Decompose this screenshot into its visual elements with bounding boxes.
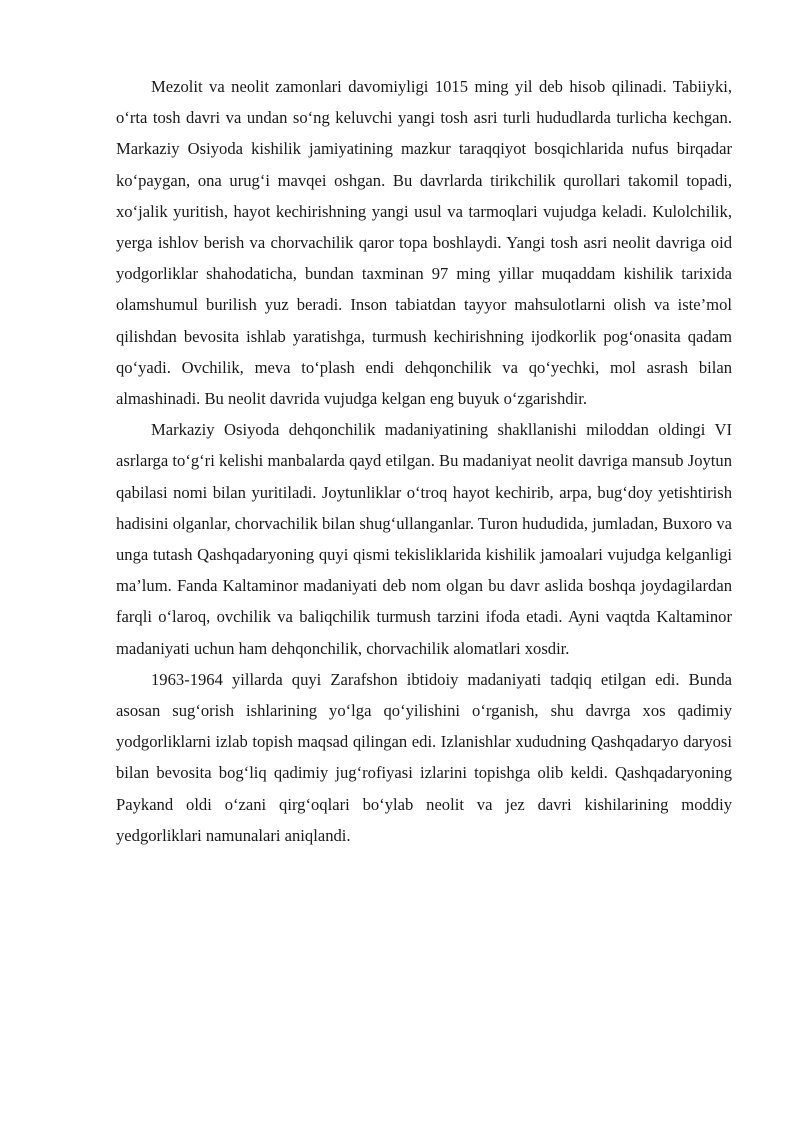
document-body <box>116 71 732 851</box>
paragraph-2: Markaziy Osiyoda dehqonchilik madaniyatining shakllanishi miloddan oldingi VI asrlarga to‘g‘ri kelishi manbalarda qayd etilgan. Bu madaniyat neolit davriga mansub Joytun qabilasi nomi bilan yuritiladi. Joytunliklar o‘troq hayot kechirib, arpa, bug‘doy yetishtirish hadisini olganlar, chorvachilik bilan shug‘ullanganlar. Turon hududida, jumladan, Buxoro va unga tutash Qashqadaryoning quyi qismi tekisliklarida kishilik jamoalari vujudga kelganligi ma’lum. Fanda Kaltaminor madaniyati deb nom olgan bu davr aslida boshqa joydagilardan farqli o‘laroq, ovchilik va baliqchilik turmush tarzini ifoda etadi. Ayni vaqtda Kaltaminor madaniyati uchun ham dehqonchilik, chorvachilik alomatlari xosdir. <box>116 420 732 658</box>
paragraph-3: 1963-1964 yillarda quyi Zarafshon ibtidoiy madaniyati tadqiq etilgan edi. Bunda asosan sug‘orish ishlarining yo‘lga qo‘yilishini o‘rganish, shu davrga xos qadimiy yodgorliklarni izlab topish maqsad qilingan edi. Izlanishlar xududning Qashqadaryo daryosi bilan bevosita bog‘liq qadimiy jug‘rofiyasi izlarini topishga olib keldi. Qashqadaryoning Paykand oldi o‘zani qirg‘oqlari bo‘ylab neolit va jez davri kishilarining moddiy yedgorliklari namunalari aniqlandi. <box>116 669 732 845</box>
paragraph-1: Mezolit va neolit zamonlari davomiyligi 1015 ming yil deb hisob qilinadi. Tabiiyki, o‘rta tosh davri va undan so‘ng keluvchi yangi tosh asri turli hududlarda turlicha kechgan. Markaziy Osiyoda kishilik jamiyatining mazkur taraqqiyot bosqichlarida nufus birqadar ko‘paygan, ona urug‘i mavqei oshgan. Bu davrlarda tirikchilik qurollari takomil topadi, xo‘jalik yuritish, hayot kechirishning yangi usul va tarmoqlari vujudga keladi. Kulolchilik, yerga ishlov berish va chorvachilik qaror topa boshlaydi. Yangi tosh asri neolit davriga oid yodgorliklar shahodaticha, bundan taxminan 97 ming yillar muqaddam kishilik tarixida olamshumul burilish yuz beradi. Inson tabiatdan tayyor mahsulotlarni olish va iste’mol qilishdan bevosita ishlab yaratishga, turmush kechirishning ijodkorlik pog‘onasita qadam qo‘yadi. Ovchilik, meva to‘plash endi dehqonchilik va qo‘yechki, mol asrash bilan almashinadi. Bu neolit davrida vujudga kelgan eng buyuk o‘zgarishdir. <box>116 77 732 409</box>
